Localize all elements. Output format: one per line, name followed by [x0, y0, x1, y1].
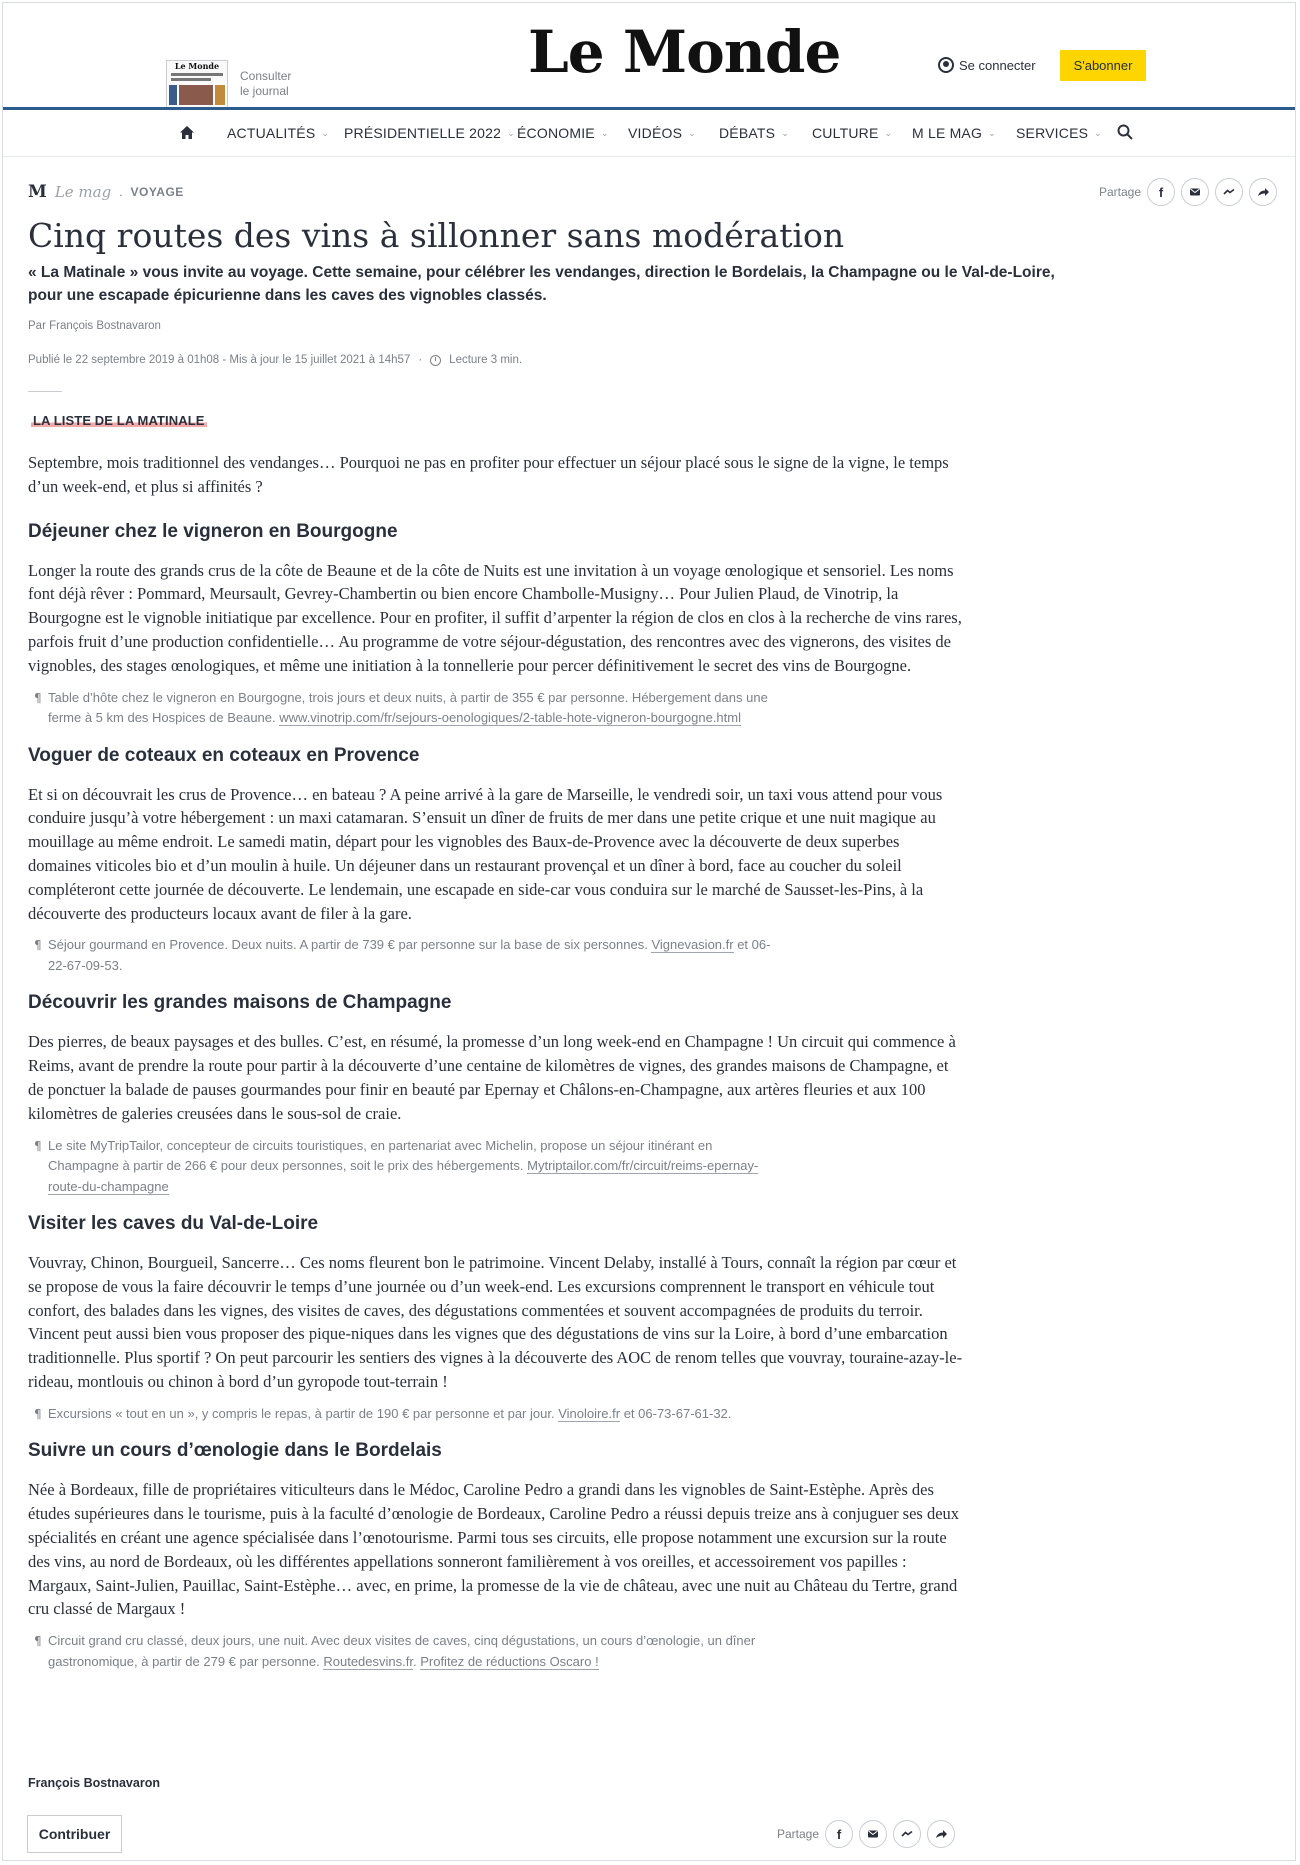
nav-item-presidentielle[interactable]: [344, 125, 515, 141]
messenger-icon[interactable]: [893, 1820, 921, 1848]
chevron-down-icon: ⌄: [884, 127, 893, 138]
consult-line-2: le journal: [240, 84, 289, 98]
subscribe-button[interactable]: S'abonner: [1060, 50, 1146, 81]
practical-note: [28, 935, 778, 976]
note-link[interactable]: Vinoloire.fr: [558, 1405, 621, 1421]
nav-label: SERVICES: [1016, 125, 1089, 141]
chevron-down-icon: ⌄: [600, 127, 609, 138]
section-paragraph: Vouvray, Chinon, Bourgueil, Sancerre… Ces noms fleurent bon le patrimoine. Vincent Delaby, installé à Tours, connaît la région par cœur et se propose de vous la faire découvrir le temps d’une journée ou d’un week-end. Les excursions comprennent le transport en véhicule tout confort, des balades dans les vignes, des visites de caves, des dégustations commentées et souvent accompagnées de produits du terroir. Vincent peut aussi bien vous proposer des pique-niques dans les vignes que des dégustations de vins sur la Loire, à bord d’une embarcation traditionnelle. Plus sportif ? On peut parcourir les sentiers des vignes à la découverte des AOC de renom telles que vouvray, touraine-azay-le-rideau, montlouis ou chinon à bord d’un gyropode tout-terrain !: [28, 1253, 963, 1392]
nav-label: CULTURE: [812, 125, 879, 141]
share-label: Partage: [777, 1827, 820, 1841]
section-heading: Déjeuner chez le vigneron en Bourgogne: [28, 520, 398, 542]
nav-label: DÉBATS: [719, 125, 776, 141]
nav-item-actualites[interactable]: [227, 125, 329, 141]
share-label: Partage: [1099, 185, 1142, 199]
pilcrow-icon: ¶: [34, 1138, 42, 1153]
section-link[interactable]: VOYAGE: [130, 185, 184, 199]
site-header: [3, 3, 1295, 107]
note-tail: et 06-73-67-61-32.: [620, 1405, 732, 1421]
m-le-mag-wordmark[interactable]: Le mag: [54, 183, 112, 201]
note-link[interactable]: Routedesvins.fr: [323, 1653, 413, 1669]
mail-icon[interactable]: [1181, 178, 1209, 206]
messenger-icon[interactable]: [1215, 178, 1243, 206]
note-text: Séjour gourmand en Provence. Deux nuits. A partir de 739 € par personne sur la base de six personnes.: [48, 937, 648, 953]
facebook-icon[interactable]: f: [1147, 178, 1175, 206]
chevron-down-icon: ⌄: [688, 127, 696, 138]
practical-note: [28, 1136, 778, 1198]
note-link[interactable]: www.vinotrip.com/fr/sejours-oenologiques/2-table-hote-vigneron-bourgogne.html: [279, 710, 741, 726]
nav-label: M LE MAG: [912, 125, 983, 141]
share-icon[interactable]: [1249, 178, 1277, 206]
chevron-down-icon: ⌄: [1094, 127, 1102, 138]
section-heading: Suivre un cours d’œnologie dans le Bordelais: [28, 1440, 442, 1462]
nav-label: ACTUALITÉS: [227, 125, 316, 141]
main-nav: [3, 110, 1295, 157]
home-icon[interactable]: [179, 125, 195, 140]
note-tail: .: [412, 1653, 417, 1669]
note-text: Table d’hôte chez le vigneron en Bourgogne, trois jours et deux nuits, à partir de 355 € par personne. Hébergement dans une ferme à 5 km des Hospices de Beaune.: [48, 689, 768, 726]
timer-icon: [430, 355, 441, 366]
section-paragraph: Longer la route des grands crus de la côte de Beaune et de la côte de Nuits est une invitation à un voyage œnologique et sensoriel. Les noms font déjà rêver : Pommard, Meursault, Gevrey-Chambertin ou bien encore Chambolle-Musigny… Pour Julien Plaud, de Vinotrip, la Bourgogne est le vignoble initiatique par excellence. Pour en profiter, il suffit d’arpenter la région de clos en clos à la recherche de vins rares, parfois fruit d’une production confidentielle… Au programme de votre séjour-dégustation, des rencontres avec des vignerons, des visites de vignobles, des stages œnologiques, et même une initiation à la tonnellerie pour percer définitivement le secret des vins de Bourgogne.: [28, 560, 962, 675]
chevron-down-icon: ⌄: [507, 127, 515, 138]
m-le-mag-logo[interactable]: M: [28, 182, 47, 202]
chevron-down-icon: ⌄: [988, 127, 996, 138]
login-label: Se connecter: [959, 57, 1036, 73]
nav-label: VIDÉOS: [628, 125, 683, 141]
note-text: Excursions « tout en un », y compris le repas, à partir de 190 € par personne et par jour.: [48, 1405, 555, 1421]
nav-item-videos[interactable]: [628, 125, 696, 141]
section-heading: Voguer de coteaux en coteaux en Provence: [28, 744, 420, 766]
consult-line-1: Consulter: [240, 69, 292, 83]
pilcrow-icon: ¶: [34, 1406, 42, 1421]
nav-item-economie[interactable]: [517, 125, 609, 141]
article-title: Cinq routes des vins à sillonner sans modération: [28, 216, 845, 255]
separator: [28, 391, 62, 392]
share-bar-bottom: [777, 1820, 955, 1848]
page-frame: [2, 2, 1296, 1861]
chevron-down-icon: ⌄: [321, 127, 330, 138]
note-link[interactable]: Mytriptailor.com/fr/circuit/reims-epernay-route-du-champagne: [48, 1158, 759, 1194]
rubric: [28, 182, 184, 202]
publication-date: Publié le 22 septembre 2019 à 01h08 - Mis à jour le 15 juillet 2021 à 14h57: [28, 354, 411, 366]
contribute-button[interactable]: Contribuer: [27, 1815, 122, 1853]
article-body: [28, 451, 963, 1672]
section-paragraph: Et si on découvrait les crus de Provence… en bateau ? A peine arrivé à la gare de Marseille, le vendredi soir, un taxi vous attend pour vous conduire jusqu’à votre hébergement : un maxi catamaran. S’ensuit un dîner de fruits de mer dans une petite crique et une nuit magique au mouillage au même endroit. Le samedi matin, départ pour les vignobles des Baux-de-Provence avec la découverte de deux superbes domaines viticoles bio et d’un moulin à huile. Un déjeuner dans un restaurant provençal et un dîner à bord, face au coucher du soleil compléteront cette journée de découverte. Le lendemain, une escapade en side-car vous conduira sur le marché de Sausset-les-Pins, à la découverte des producteurs locaux avant de filer à la gare.: [28, 784, 943, 923]
chevron-down-icon: ⌄: [781, 127, 789, 138]
rubric-dot: .: [119, 185, 123, 199]
oscaro-link[interactable]: Profitez de réductions Oscaro !: [420, 1653, 599, 1669]
nav-item-m-le-mag[interactable]: [912, 125, 996, 141]
le-monde-logo[interactable]: Le Monde: [528, 18, 841, 86]
mail-icon[interactable]: [859, 1820, 887, 1848]
article-meta: [28, 354, 522, 366]
journal-thumbnail-masthead: Le Monde: [174, 61, 220, 71]
pilcrow-icon: ¶: [34, 690, 42, 705]
note-tail: et 06-22-67-09-53.: [48, 937, 771, 973]
note-link[interactable]: Vignevasion.fr: [651, 937, 734, 953]
section-paragraph: Des pierres, de beaux paysages et des bulles. C’est, en résumé, la promesse d’un long week-end en Champagne ! Un circuit qui commence à Reims, avant de prendre la route pour partir à la découverte d’une centaine de kilomètres de vignes, des grandes maisons de Champagne, et de ponctuer la balade de pauses gourmandes pour finir en beauté par Epernay et Châlons-en-Champagne, aux artères fleuries et aux 100 kilomètres de galeries creusées dans le sous-sol de craie.: [28, 1032, 956, 1123]
section-paragraph: Née à Bordeaux, fille de propriétaires viticulteurs dans le Médoc, Caroline Pedro a grandi dans les vignobles de Saint-Estèphe. Après des études supérieures dans le tourisme, puis à la faculté d’œnologie de Bordeaux, Caroline Pedro a réussi depuis treize ans à conjuguer ses deux spécialités en créant une agence spécialisée dans l’œnotourisme. Parmi tous ses circuits, elle propose notamment une excursion sur la route des vins, au nord de Bordeaux, où les différentes appellations sonneront familièrement à vos oreilles, et accessoirement vos papilles : Margaux, Saint-Julien, Pauillac, Saint-Estèphe… avec, en prime, la promesse de la vie de château, avec une nuit au Château du Tertre, grand cru classé de Margaux !: [28, 1480, 960, 1619]
intro-paragraph: Septembre, mois traditionnel des vendanges… Pourquoi ne pas en profiter pour effectuer un séjour placé sous le signe de la vigne, le temps d’un week-end, et plus si affinités ?: [28, 453, 949, 496]
consult-journal-link[interactable]: [240, 69, 291, 99]
pilcrow-icon: ¶: [34, 1634, 42, 1649]
meta-separator: ·: [418, 354, 423, 366]
nav-item-services[interactable]: [1016, 125, 1102, 141]
section-heading: Visiter les caves du Val-de-Loire: [28, 1213, 319, 1235]
nav-label: PRÉSIDENTIELLE 2022: [344, 125, 502, 141]
reading-time: Lecture 3 min.: [449, 354, 523, 366]
facebook-icon[interactable]: f: [825, 1820, 853, 1848]
article-description: « La Matinale » vous invite au voyage. Cette semaine, pour célébrer les vendanges, direction le Bordelais, la Champagne ou le Val-de-Loire, pour une escapade épicurienne dans les caves des vignobles classés.: [28, 264, 1055, 304]
note-text: Le site MyTripTailor, concepteur de circuits touristiques, en partenariat avec Michelin, propose un séjour itinérant en Champagne à partir de 266 € pour deux personnes, soit le prix des hébergements.: [48, 1137, 713, 1174]
section-heading: Découvrir les grandes maisons de Champagne: [28, 992, 452, 1014]
pilcrow-icon: ¶: [34, 938, 42, 953]
share-bar-top: [1099, 178, 1277, 206]
practical-note: [28, 1631, 778, 1672]
note-text: Circuit grand cru classé, deux jours, une nuit. Avec deux visites de caves, cinq dégustations, un cours d’œnologie, un dîner gastronomique, à partir de 279 € par personne.: [48, 1633, 756, 1669]
nav-label: ÉCONOMIE: [517, 125, 595, 141]
journal-thumbnail[interactable]: [166, 60, 228, 108]
share-icon[interactable]: [927, 1820, 955, 1848]
kicker-label: LA LISTE DE LA MATINALE: [33, 413, 205, 428]
author-signature: François Bostnavaron: [28, 1776, 160, 1790]
user-icon: [938, 57, 954, 73]
practical-note: [28, 688, 778, 729]
byline[interactable]: Par François Bostnavaron: [28, 320, 161, 332]
search-icon[interactable]: [1117, 124, 1133, 140]
nav-item-debats[interactable]: [719, 125, 789, 141]
practical-note: [28, 1404, 778, 1425]
nav-item-culture[interactable]: [812, 125, 892, 141]
login-link[interactable]: [938, 57, 1036, 73]
